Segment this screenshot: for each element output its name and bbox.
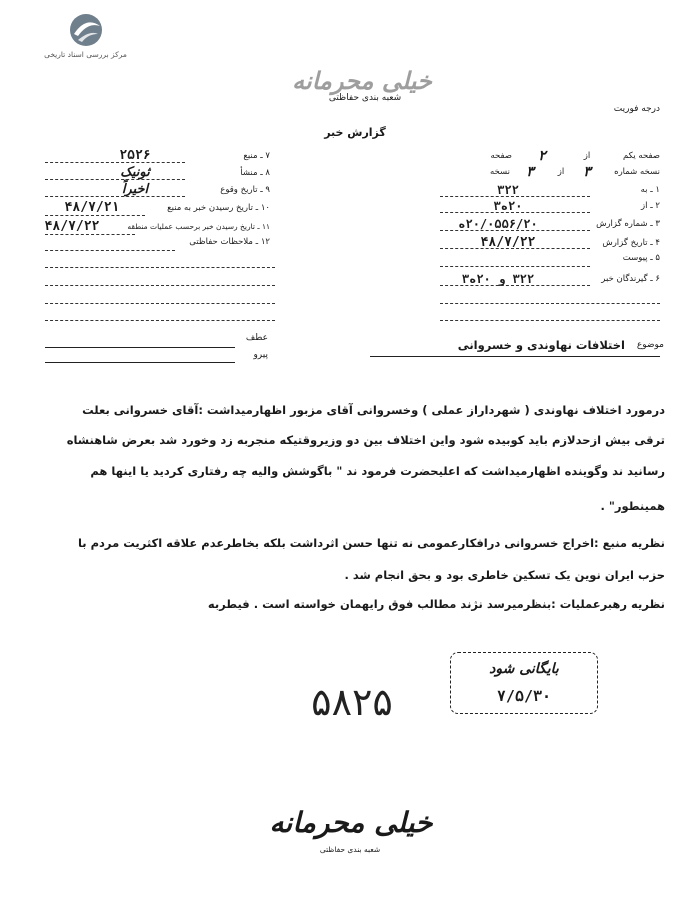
left-field-8-value: ثونیک: [120, 165, 150, 180]
archive-stamp-text: بایگانی شود: [489, 661, 559, 677]
right-field-3-label: ۳ ـ شماره گزارش: [596, 219, 660, 229]
body-line-4: همینطور" .: [600, 499, 665, 513]
footer-department: شعبه بندی حفاظتی: [319, 845, 381, 854]
right-field-5: [420, 253, 660, 263]
left-field-9-value: اخیراً: [121, 182, 149, 197]
left-field-9: [40, 182, 270, 197]
copy-number-unit: نسخه: [490, 167, 510, 177]
left-field-11-value: ۴۸/۷/۲۲: [44, 219, 100, 234]
archive-logo: [28, 12, 143, 58]
copy-number-total: ۳: [526, 164, 534, 180]
copy-number-row: [430, 164, 660, 180]
left-field-7: [40, 148, 270, 163]
copy-page-of: از: [583, 151, 591, 161]
right-field-6-label: ۶ ـ گیرندگان خبر: [601, 274, 660, 284]
left-field-11-label: ۱۱ ـ تاریخ رسیدن خبر برحسب عملیات منطقه: [127, 222, 270, 231]
urgency-label: درجه فوریت: [613, 104, 660, 114]
right-field-4-value: ۴۸/۷/۲۲: [480, 235, 536, 250]
atf-label: عطف: [245, 333, 268, 343]
handwritten-number: ۵۸۲۵: [311, 680, 393, 724]
archive-stamp-date: ۷/۵/۳۰: [496, 687, 552, 705]
right-field-3: [420, 217, 660, 231]
sabt-label: پیرو: [253, 350, 268, 360]
left-field-12: [40, 237, 270, 247]
right-field-1: [420, 183, 660, 197]
left-field-8-label: ۸ ـ منشأ: [240, 167, 270, 178]
right-field-1-label: ۱ ـ به: [640, 185, 660, 195]
archive-caption: مرکز بررسی اسناد تاریخی: [44, 50, 127, 59]
body-line-2: ترقی بیش ازحدلازم باید کوبیده شود واین اختلاف بین دو وزیروقتیکه منجربه زد وخورد شد بعرض شاهنشاه: [66, 433, 665, 447]
right-field-2-label: ۲ ـ از: [641, 201, 660, 211]
chief-comment: نظریه رهبرعملیات :بنظرمیرسد نژند مطالب فوق رایهمان خواسته است . فیطربه: [207, 597, 665, 611]
right-field-6-value: ۳۲۲ و ۲۰ه۳: [461, 272, 535, 286]
right-field-1-value: ۳۲۲: [497, 183, 519, 197]
body-line-3: رسانید ند وگوینده اظهارمیداشت که اعلیحضرت فرمود ند " باگوشش والیه چه رفتاری کردید یا اینها هم: [90, 464, 665, 478]
left-field-7-label: ۷ ـ منبع: [243, 150, 270, 161]
right-field-3-value: ۲۰/۰۵۵۶/۲۰ه: [458, 217, 538, 231]
classification-stamp-top: خیلی محرمانه: [292, 66, 432, 95]
left-field-9-label: ۹ ـ تاریخ وقوع: [220, 184, 270, 195]
classification-stamp-bottom: خیلی محرمانه: [269, 806, 433, 839]
source-comment-line-2: حزب ایران نوین یک تسکین خاطری بود و بحق انجام شد .: [344, 568, 665, 582]
left-field-8: [40, 165, 270, 180]
copy-page-row: [430, 148, 660, 164]
copy-number-of: از: [557, 167, 565, 177]
left-field-11: [18, 219, 270, 234]
left-field-12-label: ۱۲ ـ ملاحظات حفاظتی: [189, 237, 270, 247]
copy-number-value: ۳: [583, 164, 591, 180]
copy-number-label: نسخه شماره: [614, 167, 660, 177]
report-title: گزارش خبر: [324, 126, 386, 139]
source-comment-line-1: نظریه منبع :اخراج خسروانی درافکارعمومی نه تنها حسن اثرداشت بلکه بخاطرعدم علاقه اکثریت مردم با: [77, 536, 665, 550]
archive-stamp: [450, 652, 598, 714]
subject-label: موضوع: [636, 340, 664, 350]
right-field-2-value: ۲۰ه۳: [493, 199, 523, 213]
subject-value: اختلافات نهاوندی و خسروانی: [457, 338, 625, 352]
body-line-1: درمورد اختلاف نهاوندی ( شهرداراز عملی ) وخسروانی آقای مزبور اظهارمیداشت :آقای خسروانی بعلت: [82, 403, 665, 417]
left-field-10: [30, 200, 270, 215]
copy-page-value: ۲: [538, 148, 546, 164]
left-field-7-value: ۲۵۲۶: [119, 148, 151, 163]
right-field-5-label: ۵ ـ پیوست: [622, 253, 660, 263]
right-field-2: [420, 199, 660, 213]
right-field-4-label: ۴ ـ تاریخ گزارش: [602, 237, 660, 248]
department-label: شعبه بندی حفاظتی: [328, 93, 402, 103]
right-field-6: [420, 272, 660, 286]
archive-emblem-icon: [66, 12, 106, 48]
copy-page-unit: صفحه: [490, 151, 512, 161]
left-field-10-value: ۴۸/۷/۲۱: [64, 200, 120, 215]
left-field-10-label: ۱۰ ـ تاریخ رسیدن خبر به منبع: [167, 202, 270, 213]
copy-page-label: صفحه یکم: [623, 151, 660, 161]
